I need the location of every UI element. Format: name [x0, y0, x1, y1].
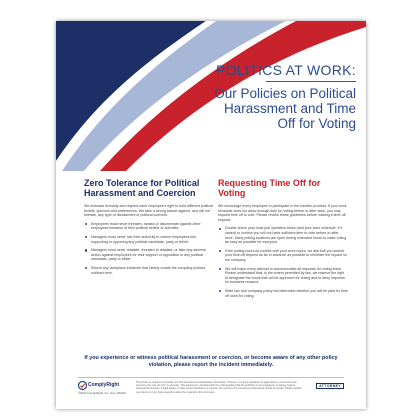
copyright-line: ©2020 ComplyRight, Inc. Item: W0440 [78, 391, 126, 395]
harassment-intro: We embrace diversity and respect each employee's right to hold different political beliefs, opinions and preferences. We take a strong stance against, and will not tolerate, any type of harassment or political coercion. [84, 204, 213, 218]
complyright-wordmark: ComplyRight [88, 382, 120, 388]
complyright-mark-icon [78, 381, 87, 390]
list-item: Managers must never retaliate, threaten to retaliate, or take any adverse action against employees for their support or opposition to any political candidate, party or belief. [84, 248, 214, 262]
voting-bullet-list [218, 226, 348, 298]
voting-intro: We encourage every employee to participate in the election process. If your work schedule does not allow enough time for voting before or after work, you may request time off to vote. Please review these guidelines before making a time-off request: [218, 204, 347, 222]
list-item: Employees must never threaten, harass or discriminate against other employees because of their political beliefs or activities. [84, 222, 214, 231]
list-item: Report any workplace incidents that clearly violate the company policies outlined here. [84, 266, 214, 275]
attorney-approved-logo: ATTORNEY [316, 383, 344, 389]
voting-time-off-section [218, 178, 348, 302]
voting-heading: Requesting Time Off for Voting [218, 178, 321, 198]
poster-header [206, 62, 356, 131]
legal-disclaimer: This poster is designed to provide you with accurate and authoritative information. However, it is not a substitute for legal advice; you should seek counsel to be sure the form is accurate. This document is provided with the understanding that the publisher is not engaged in rendering legal or professional services. If legal advice or other expert assistance is required, the services of a competent professional should be sought. Please contact your attorney if you have questions about the material in this document. [136, 381, 302, 394]
list-item: Managers must never use their authority to coerce employees into supporting or opposing any political candidate, party or belief. [84, 235, 214, 244]
policy-poster [56, 21, 366, 409]
complyright-logo [78, 381, 132, 401]
list-item: Double-check your local poll operation times (and your work schedule, if it varied) to confirm you will not have sufficient time to vote before or after work. Many polling locations are open during extended hours to make voting as easy as possible for everyone. [218, 226, 348, 244]
harassment-bullet-list [84, 222, 214, 275]
report-callout: If you experience or witness political harassment or coercion, or become aware of any other policy violation, please report the incident immediately. [84, 355, 338, 368]
poster-title: POLITICS AT WORK: [216, 62, 356, 78]
list-item: We will make every attempt to accommodate all requests for voting leave. Please understand that, to the extent permitted by law, we reserve the right to designate the hours that will be approved for voting and to deny requests for business reasons. [218, 267, 348, 285]
list-item: State law and company policy will determine whether you will be paid for time off used for voting. [218, 289, 348, 298]
poster-subtitle: Our Policies on Political Harassment and Time Off for Voting [214, 86, 356, 131]
list-item: If the polling hours do conflict with your work hours, we ask that you submit your time-off request as far in advance as possible to minimize the impact on the company. [218, 249, 348, 263]
footer-divider [78, 377, 344, 378]
harassment-policy-section [84, 178, 214, 279]
harassment-heading: Zero Tolerance for Political Harassment and Coercion [84, 178, 200, 198]
title-divider [266, 81, 356, 82]
